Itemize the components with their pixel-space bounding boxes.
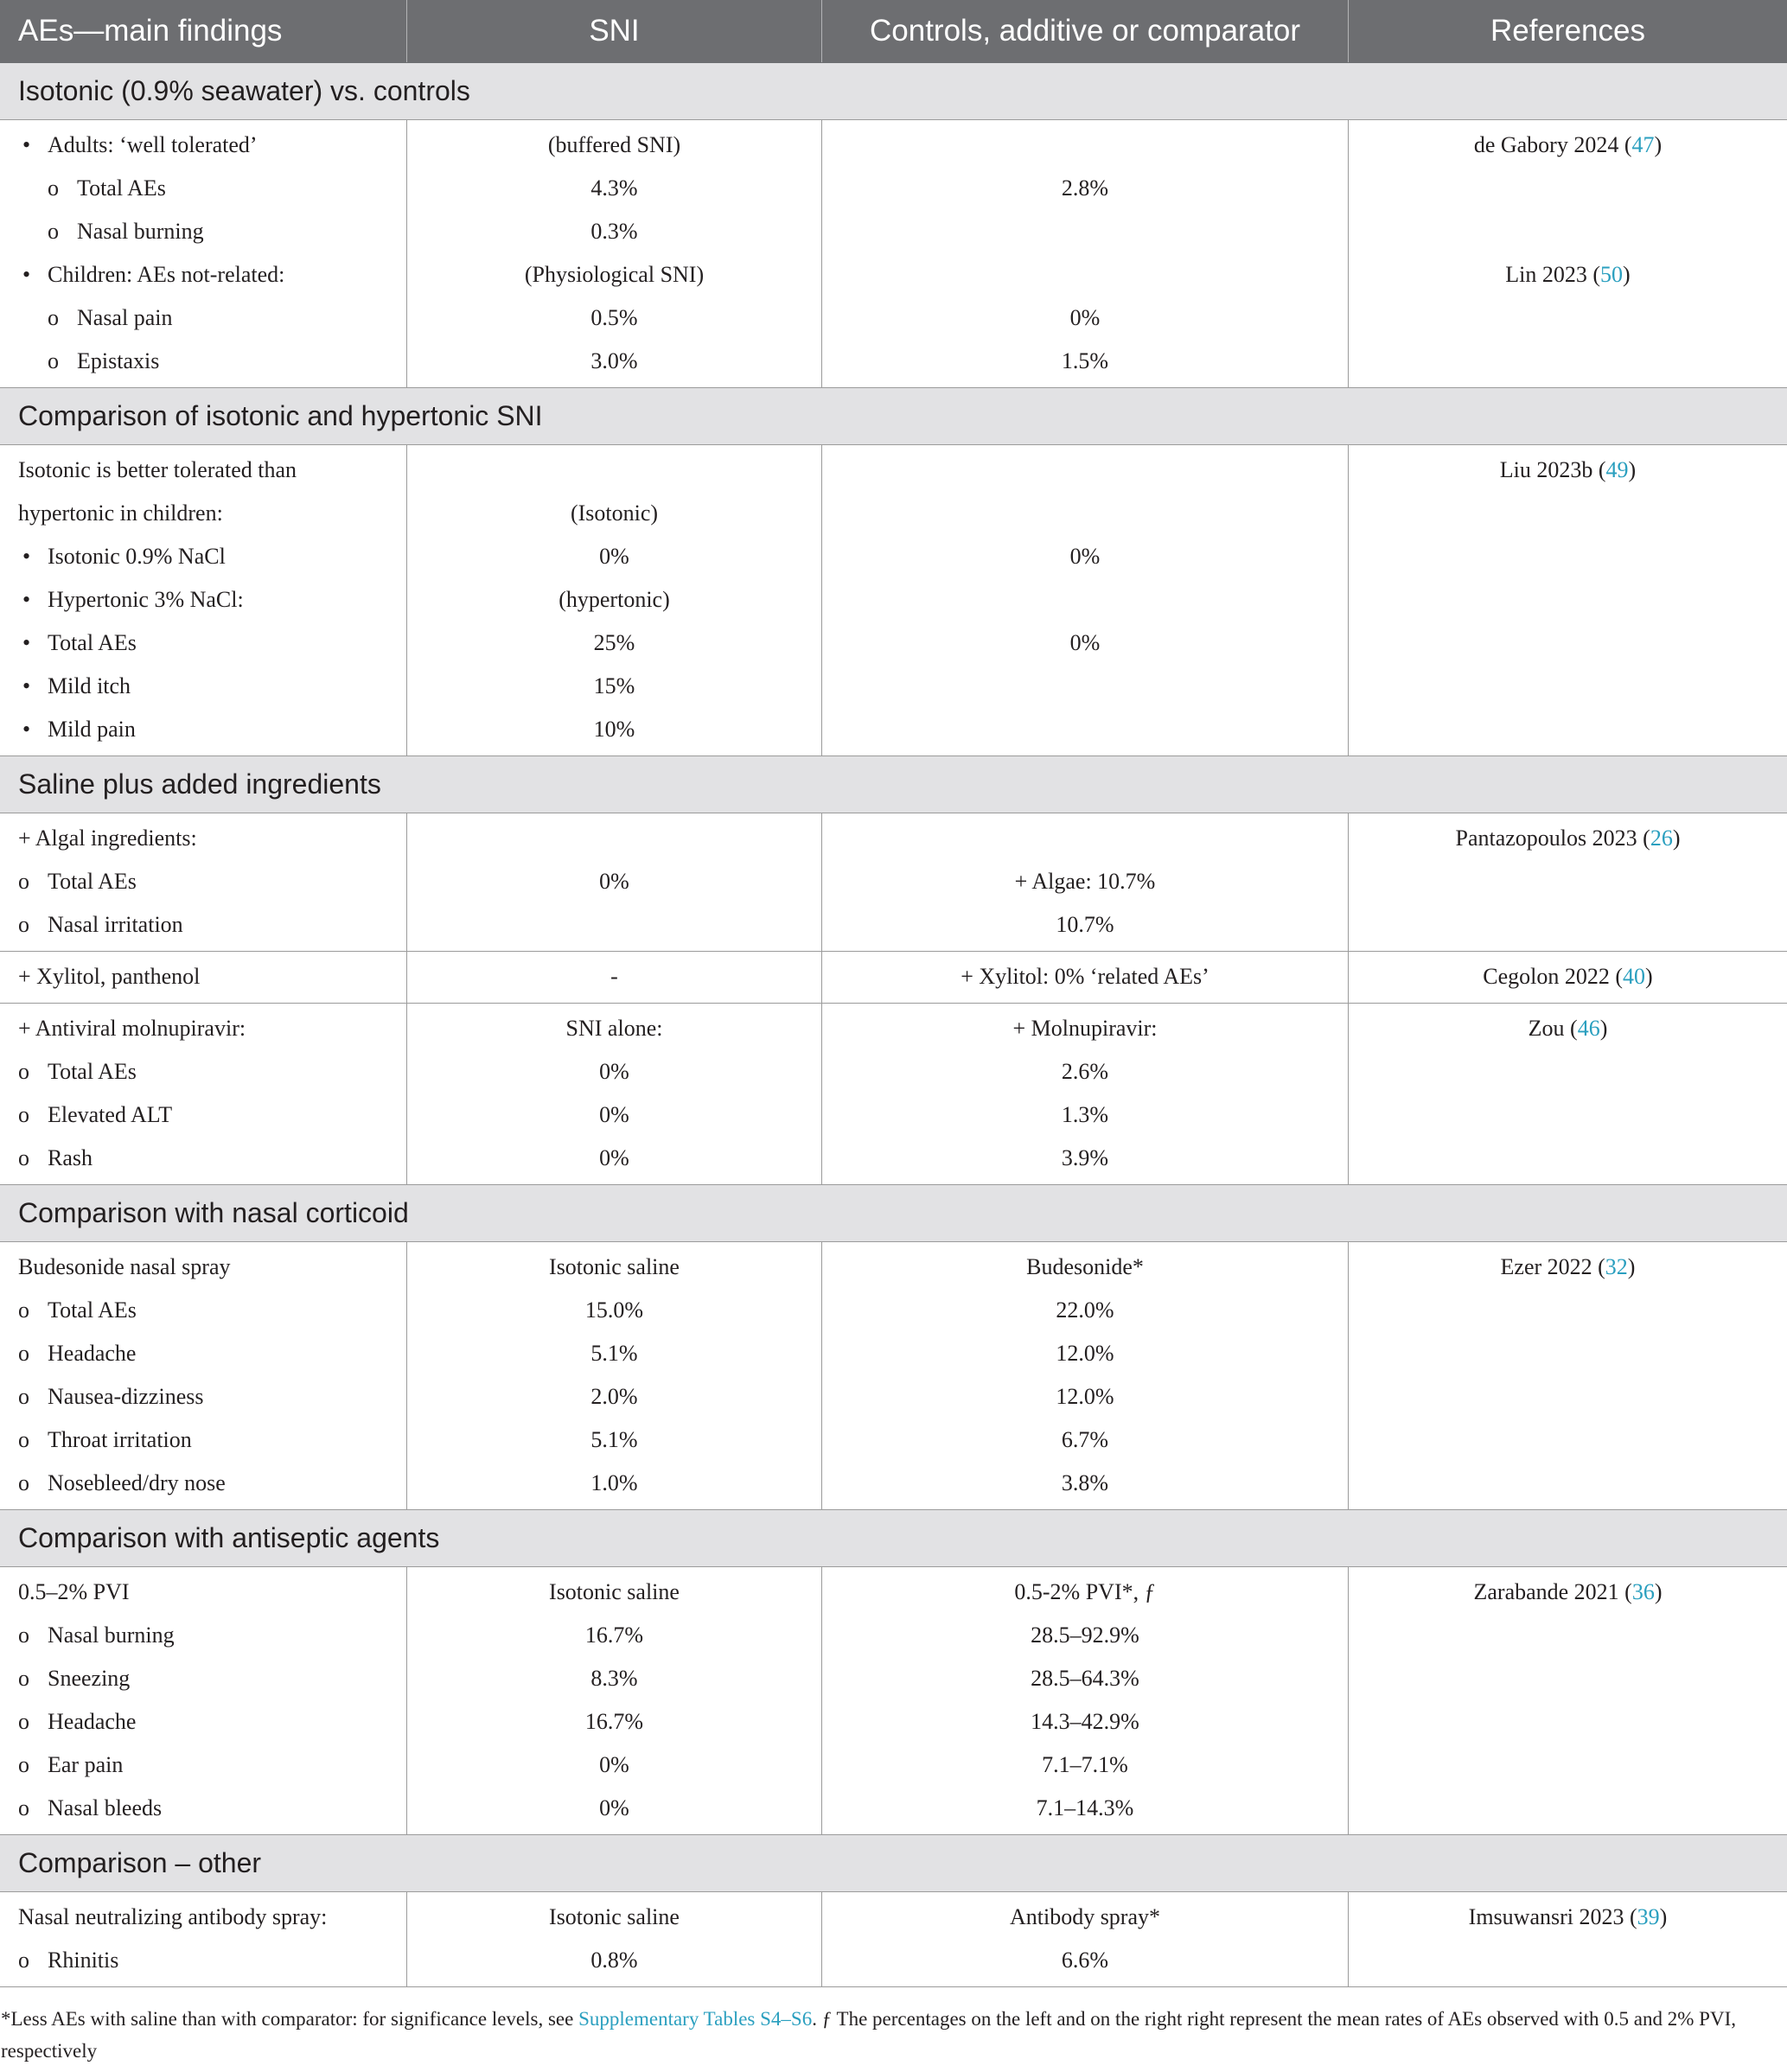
reference-line	[1349, 1744, 1787, 1787]
section-header-row	[0, 756, 1787, 813]
reference-author: de Gabory 2024 (	[1473, 132, 1632, 157]
finding-text: Nasal burning	[48, 1623, 175, 1648]
comparator-cell	[822, 1004, 1349, 1184]
finding-line	[0, 1332, 406, 1375]
finding-line	[0, 860, 406, 903]
finding-line	[0, 903, 406, 947]
sub-bullet-marker: o	[18, 1709, 29, 1734]
reference-line	[1349, 1289, 1787, 1332]
references-cell	[1349, 1004, 1787, 1184]
sni-value: 16.7%	[584, 1709, 644, 1734]
sni-cell	[407, 1004, 822, 1184]
comparator-value: + Xylitol: 0% ‘related AEs’	[961, 964, 1209, 989]
reference-line	[1349, 296, 1787, 340]
finding-line	[0, 1787, 406, 1830]
sub-bullet-marker: o	[48, 305, 59, 330]
reference-line	[1349, 340, 1787, 383]
comparator-value: 14.3–42.9%	[1031, 1709, 1139, 1734]
sni-value: Isotonic saline	[549, 1579, 680, 1604]
sni-value: 0.5%	[590, 305, 638, 330]
reference-line	[1349, 622, 1787, 665]
section-title: Isotonic (0.9% seawater) vs. controls	[18, 75, 470, 106]
bullet-marker: •	[22, 717, 31, 742]
reference-line	[1349, 1007, 1787, 1050]
finding-block	[0, 1892, 1787, 1987]
sni-cell	[407, 813, 822, 951]
sni-value: 1.0%	[590, 1470, 638, 1495]
reference-line	[1349, 492, 1787, 535]
sni-value: Isotonic saline	[549, 1254, 680, 1279]
sni-value: 5.1%	[590, 1341, 638, 1366]
reference-link[interactable]: 32	[1605, 1254, 1628, 1279]
sni-value: SNI alone:	[565, 1016, 663, 1041]
comparator-value	[822, 253, 1348, 296]
finding-line	[0, 449, 406, 492]
finding-text: hypertonic in children:	[18, 500, 223, 526]
reference-line	[1349, 535, 1787, 578]
sub-bullet-marker: o	[18, 1341, 29, 1366]
finding-line	[0, 1050, 406, 1093]
section-title: Comparison – other	[18, 1847, 262, 1878]
comparator-value	[822, 817, 1348, 860]
reference-line	[1349, 1700, 1787, 1744]
sub-bullet-marker: o	[18, 1297, 29, 1323]
bullet-marker: •	[22, 132, 31, 157]
section-title: Comparison with nasal corticoid	[18, 1197, 409, 1228]
finding-text: Nasal pain	[77, 305, 173, 330]
sni-value: 0%	[599, 544, 629, 569]
comparator-value: 22.0%	[1056, 1297, 1114, 1323]
finding-line	[0, 210, 406, 253]
reference-author: Lin 2023 (	[1505, 262, 1601, 287]
reference-line	[1349, 1419, 1787, 1462]
reference-line	[1349, 124, 1787, 167]
comparator-value: 12.0%	[1056, 1341, 1114, 1366]
section-header-row	[0, 1510, 1787, 1567]
finding-text: Rhinitis	[48, 1948, 119, 1973]
reference-close: )	[1654, 1579, 1663, 1604]
reference-close: )	[1627, 1254, 1636, 1279]
sni-value: 0%	[599, 1145, 629, 1170]
finding-text: Headache	[48, 1341, 137, 1366]
comparator-value: 2.8%	[1061, 175, 1109, 201]
reference-line	[1349, 578, 1787, 622]
finding-line	[0, 167, 406, 210]
comparator-value	[822, 708, 1348, 751]
comparator-value: 7.1–14.3%	[1036, 1795, 1134, 1820]
sni-cell	[407, 1892, 822, 1986]
sni-value: 0.8%	[590, 1948, 638, 1973]
sni-value: 0%	[599, 1102, 629, 1127]
finding-line	[0, 1462, 406, 1505]
reference-line	[1349, 860, 1787, 903]
section-header-row	[0, 388, 1787, 445]
reference-close: )	[1654, 132, 1663, 157]
finding-text: + Xylitol, panthenol	[18, 964, 201, 989]
sni-value: 5.1%	[590, 1427, 638, 1452]
bullet-marker: •	[22, 673, 31, 698]
finding-text: Headache	[48, 1709, 137, 1734]
finding-line	[0, 708, 406, 751]
sni-value: 2.0%	[590, 1384, 638, 1409]
finding-line	[0, 253, 406, 296]
finding-line	[0, 817, 406, 860]
finding-line	[0, 296, 406, 340]
sub-bullet-marker: o	[18, 1470, 29, 1495]
findings-cell	[0, 1242, 407, 1509]
comparator-value: 10.7%	[1056, 912, 1114, 937]
reference-line	[1349, 1332, 1787, 1375]
comparator-value: 28.5–92.9%	[1031, 1623, 1139, 1648]
finding-line	[0, 1419, 406, 1462]
sub-bullet-marker: o	[18, 1795, 29, 1820]
finding-text: Mild pain	[48, 717, 136, 742]
finding-text: Nasal irritation	[48, 912, 183, 937]
findings-cell	[0, 1004, 407, 1184]
sni-value	[407, 903, 821, 947]
comparator-cell	[822, 952, 1349, 1003]
reference-author: Imsuwansri 2023 (	[1468, 1904, 1637, 1929]
sni-value	[407, 817, 821, 860]
reference-close: )	[1659, 1904, 1668, 1929]
findings-cell	[0, 952, 407, 1003]
finding-text: Total AEs	[48, 630, 137, 655]
comparator-value: + Algae: 10.7%	[1014, 869, 1156, 894]
reference-line	[1349, 1896, 1787, 1939]
comparator-cell	[822, 813, 1349, 951]
finding-text: Throat irritation	[48, 1427, 192, 1452]
finding-text: Total AEs	[77, 175, 166, 201]
reference-author: Ezer 2022 (	[1500, 1254, 1605, 1279]
references-cell	[1349, 445, 1787, 755]
comparator-value: 6.7%	[1061, 1427, 1109, 1452]
sub-bullet-marker: o	[18, 912, 29, 937]
section-header-row	[0, 1835, 1787, 1892]
section-header-row	[0, 63, 1787, 120]
comparator-cell	[822, 1567, 1349, 1834]
reference-line	[1349, 1462, 1787, 1505]
finding-line	[0, 1744, 406, 1787]
sni-value: Isotonic saline	[549, 1904, 680, 1929]
finding-text: Ear pain	[48, 1752, 124, 1777]
column-header-sni-label: SNI	[589, 14, 640, 48]
comparator-cell	[822, 120, 1349, 387]
sni-value: (hypertonic)	[558, 587, 670, 612]
reference-line	[1349, 955, 1787, 998]
sni-value: 15%	[593, 673, 635, 698]
comparator-value: 6.6%	[1061, 1948, 1109, 1973]
finding-text: Total AEs	[48, 869, 137, 894]
finding-text: + Antiviral molnupiravir:	[18, 1016, 246, 1041]
table-header-row	[0, 0, 1787, 63]
sni-value: (Isotonic)	[570, 500, 659, 526]
sub-bullet-marker: o	[18, 869, 29, 894]
comparator-value: 28.5–64.3%	[1031, 1666, 1139, 1691]
reference-line	[1349, 817, 1787, 860]
sni-value: (Physiological SNI)	[524, 262, 705, 287]
references-cell	[1349, 1892, 1787, 1986]
column-header-references-label: References	[1490, 14, 1645, 48]
finding-line	[0, 124, 406, 167]
column-header-comparator-label: Controls, additive or comparator	[870, 14, 1300, 48]
finding-text: Mild itch	[48, 673, 131, 698]
comparator-cell	[822, 1242, 1349, 1509]
finding-text: Children: AEs not-related:	[48, 262, 285, 287]
reference-link[interactable]: 40	[1623, 964, 1646, 989]
sni-value: -	[610, 964, 618, 989]
sub-bullet-marker: o	[18, 1059, 29, 1084]
sni-value: 0%	[599, 869, 629, 894]
finding-line	[0, 1896, 406, 1939]
finding-line	[0, 1571, 406, 1614]
references-cell	[1349, 120, 1787, 387]
finding-text: Isotonic is better tolerated than	[18, 457, 297, 482]
sub-bullet-marker: o	[18, 1427, 29, 1452]
reference-line	[1349, 253, 1787, 296]
comparator-value: 3.9%	[1061, 1145, 1109, 1170]
column-header-findings-label: AEs—main findings	[18, 14, 283, 48]
reference-author: Pantazopoulos 2023 (	[1455, 826, 1650, 851]
sni-cell	[407, 952, 822, 1003]
section-header-row	[0, 1185, 1787, 1242]
comparator-value	[822, 665, 1348, 708]
reference-author: Zou (	[1528, 1016, 1578, 1041]
findings-cell	[0, 1567, 407, 1834]
section-title: Comparison with antiseptic agents	[18, 1522, 440, 1553]
reference-line	[1349, 1657, 1787, 1700]
comparator-value: 12.0%	[1056, 1384, 1114, 1409]
finding-text: Isotonic 0.9% NaCl	[48, 544, 226, 569]
reference-line	[1349, 1093, 1787, 1137]
reference-link[interactable]: 39	[1637, 1904, 1660, 1929]
finding-block	[0, 445, 1787, 756]
sub-bullet-marker: o	[18, 1145, 29, 1170]
comparator-value: 0.5-2% PVI*, ƒ	[1014, 1579, 1156, 1604]
finding-text: Nosebleed/dry nose	[48, 1470, 226, 1495]
reference-link[interactable]: 36	[1631, 1579, 1655, 1604]
supplementary-tables-link[interactable]: Supplementary Tables S4–S6	[578, 2008, 813, 2030]
reference-line	[1349, 1246, 1787, 1289]
finding-text: Budesonide nasal spray	[18, 1254, 231, 1279]
column-header-sni	[407, 0, 822, 62]
reference-line	[1349, 903, 1787, 947]
sni-value	[407, 449, 821, 492]
reference-close: )	[1645, 964, 1653, 989]
finding-line	[0, 340, 406, 383]
bullet-marker: •	[22, 630, 31, 655]
sub-bullet-marker: o	[18, 1384, 29, 1409]
reference-author: Zarabande 2021 (	[1473, 1579, 1632, 1604]
section-title: Saline plus added ingredients	[18, 768, 381, 800]
sni-value: 16.7%	[584, 1623, 644, 1648]
finding-block	[0, 1242, 1787, 1510]
reference-line	[1349, 210, 1787, 253]
finding-line	[0, 535, 406, 578]
reference-close: )	[1623, 262, 1631, 287]
column-header-comparator	[822, 0, 1349, 62]
findings-cell	[0, 445, 407, 755]
reference-link[interactable]: 26	[1650, 826, 1673, 851]
reference-close: )	[1628, 457, 1637, 482]
sub-bullet-marker: o	[18, 1752, 29, 1777]
comparator-value	[822, 578, 1348, 622]
column-header-references	[1349, 0, 1787, 62]
reference-link[interactable]: 49	[1605, 457, 1629, 482]
references-cell	[1349, 1242, 1787, 1509]
sni-value: 0%	[599, 1059, 629, 1084]
table-footnote	[0, 1987, 1787, 2067]
comparator-cell	[822, 1892, 1349, 1986]
comparator-value	[822, 210, 1348, 253]
comparator-cell	[822, 445, 1349, 755]
reference-link[interactable]: 50	[1600, 262, 1624, 287]
sni-cell	[407, 120, 822, 387]
comparator-value: 0%	[1069, 544, 1101, 569]
finding-block	[0, 952, 1787, 1004]
sub-bullet-marker: o	[48, 175, 59, 201]
reference-line	[1349, 449, 1787, 492]
findings-cell	[0, 1892, 407, 1986]
comparator-value: 0%	[1069, 630, 1101, 655]
finding-text: Nasal burning	[77, 219, 204, 244]
reference-line	[1349, 1137, 1787, 1180]
sni-cell	[407, 1567, 822, 1834]
sni-value: 0%	[599, 1752, 629, 1777]
reference-close: )	[1599, 1016, 1608, 1041]
finding-text: Elevated ALT	[48, 1102, 173, 1127]
finding-text: Total AEs	[48, 1059, 137, 1084]
comparator-value: Budesonide*	[1026, 1254, 1144, 1279]
finding-line	[0, 1289, 406, 1332]
finding-line	[0, 1246, 406, 1289]
sni-value: 3.0%	[590, 348, 638, 373]
sni-value: 0%	[599, 1795, 629, 1820]
column-header-findings	[0, 0, 407, 62]
finding-line	[0, 1137, 406, 1180]
comparator-value	[822, 492, 1348, 535]
finding-text: Nasal bleeds	[48, 1795, 163, 1820]
finding-line	[0, 665, 406, 708]
sub-bullet-marker: o	[18, 1623, 29, 1648]
finding-line	[0, 1939, 406, 1982]
comparator-value: 0%	[1069, 305, 1101, 330]
comparator-value: 7.1–7.1%	[1042, 1752, 1128, 1777]
sni-cell	[407, 1242, 822, 1509]
references-cell	[1349, 813, 1787, 951]
finding-line	[0, 1007, 406, 1050]
comparator-value: 1.3%	[1061, 1102, 1109, 1127]
finding-text: Nausea-dizziness	[48, 1384, 204, 1409]
reference-line	[1349, 1939, 1787, 1982]
sni-cell	[407, 445, 822, 755]
reference-line	[1349, 1787, 1787, 1830]
finding-text: Total AEs	[48, 1297, 137, 1323]
finding-line	[0, 578, 406, 622]
sni-value: 0.3%	[590, 219, 638, 244]
findings-cell	[0, 120, 407, 387]
bullet-marker: •	[22, 262, 31, 287]
finding-text: Nasal neutralizing antibody spray:	[18, 1904, 328, 1929]
finding-line	[0, 622, 406, 665]
finding-line	[0, 1614, 406, 1657]
sub-bullet-marker: o	[18, 1666, 29, 1691]
finding-block	[0, 1567, 1787, 1835]
reference-line	[1349, 1614, 1787, 1657]
reference-close: )	[1672, 826, 1681, 851]
finding-line	[0, 955, 406, 998]
reference-link[interactable]: 46	[1577, 1016, 1600, 1041]
finding-block	[0, 1004, 1787, 1185]
finding-text: Rash	[48, 1145, 93, 1170]
sni-value: 8.3%	[590, 1666, 638, 1691]
finding-text: Hypertonic 3% NaCl:	[48, 587, 244, 612]
finding-block	[0, 120, 1787, 388]
sni-value: 4.3%	[590, 175, 638, 201]
bullet-marker: •	[22, 544, 31, 569]
footnote-text-end: . ƒ The percentages on the left and on the right right represent the mean rates of AEs observed with 0.5 and 2% PVI, respectively	[1, 2008, 1736, 2062]
comparator-value	[822, 124, 1348, 167]
reference-line	[1349, 665, 1787, 708]
finding-text: Sneezing	[48, 1666, 131, 1691]
finding-text: + Algal ingredients:	[18, 826, 197, 851]
finding-text: Adults: ‘well tolerated’	[48, 132, 258, 157]
sub-bullet-marker: o	[18, 1948, 29, 1973]
reference-link[interactable]: 47	[1631, 132, 1655, 157]
finding-line	[0, 1375, 406, 1419]
finding-line	[0, 1657, 406, 1700]
reference-line	[1349, 1375, 1787, 1419]
findings-cell	[0, 813, 407, 951]
finding-line	[0, 492, 406, 535]
reference-author: Cegolon 2022 (	[1483, 964, 1624, 989]
comparator-value: 2.6%	[1061, 1059, 1109, 1084]
comparator-value: 1.5%	[1061, 348, 1109, 373]
finding-line	[0, 1093, 406, 1137]
finding-text: Epistaxis	[77, 348, 160, 373]
bullet-marker: •	[22, 587, 31, 612]
sni-value: 25%	[593, 630, 635, 655]
sub-bullet-marker: o	[18, 1102, 29, 1127]
footnote-text-start: *Less AEs with saline than with comparator: for significance levels, see	[1, 2008, 579, 2030]
reference-line	[1349, 1571, 1787, 1614]
sub-bullet-marker: o	[48, 348, 59, 373]
comparator-value: + Molnupiravir:	[1012, 1016, 1158, 1041]
sub-bullet-marker: o	[48, 219, 59, 244]
references-cell	[1349, 952, 1787, 1003]
comparator-value: Antibody spray*	[1009, 1904, 1161, 1929]
reference-line	[1349, 708, 1787, 751]
reference-author: Liu 2023b (	[1499, 457, 1606, 482]
sni-value: 10%	[593, 717, 635, 742]
references-cell	[1349, 1567, 1787, 1834]
section-title: Comparison of isotonic and hypertonic SNI	[18, 400, 543, 431]
comparator-value	[822, 449, 1348, 492]
sni-value: (buffered SNI)	[547, 132, 681, 157]
sni-value: 15.0%	[584, 1297, 644, 1323]
reference-line	[1349, 167, 1787, 210]
comparator-value: 3.8%	[1061, 1470, 1109, 1495]
finding-block	[0, 813, 1787, 952]
finding-text: 0.5–2% PVI	[18, 1579, 130, 1604]
finding-line	[0, 1700, 406, 1744]
reference-line	[1349, 1050, 1787, 1093]
